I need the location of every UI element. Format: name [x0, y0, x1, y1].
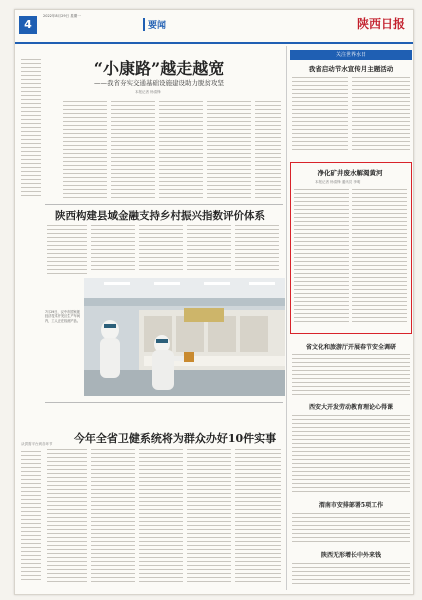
photo-caption: 7月29日，汉中市国家级经济技术开发区生产车间内，工人正在检测产品。 [45, 310, 81, 323]
right-headline-5: 陕西无形增长中外来钱 [320, 552, 381, 559]
top-subheadline: ——我省夯实交通基础设施建设助力脱贫攻坚 [94, 79, 224, 87]
masthead: 陕西日报 [356, 17, 405, 31]
bottom-headline: 今年全省卫健系统将为群众办好10件实事 [73, 432, 277, 445]
right-column-tag: 关注世界水日 [290, 50, 412, 60]
section-tag: 要闻 [143, 18, 166, 31]
divider [45, 402, 283, 403]
page-number: 4 [19, 16, 37, 34]
right-headline-3: 西安大开发劳动教育理论心得课 [308, 404, 393, 411]
newspaper-page [14, 9, 414, 595]
top-headline: “小康路”越走越宽 [93, 59, 225, 78]
page-header [15, 10, 413, 44]
divider [45, 204, 283, 205]
factory-photo-illustration [84, 278, 285, 396]
date-line: 2022年8月29日 星期一 [43, 14, 81, 18]
top-byline: 本报记者 杨清锋 [135, 90, 161, 94]
right-headline-4: 渭南市安排部署5项工作 [318, 502, 384, 509]
mid-headline: 陕西构建县域金融支持乡村振兴指数评价体系 [55, 210, 265, 222]
factory-photo [84, 278, 285, 396]
small-side-heading: 从供需平台到各环节 [21, 442, 53, 446]
column-divider [286, 46, 287, 590]
red-box-byline: 本报记者 杨清锋 通讯员 李明 [315, 180, 361, 184]
right-headline-1: 我省启动节水宣传月主题活动 [308, 65, 394, 73]
red-box-headline: 净化矿井废水解渴黄河 [317, 169, 383, 177]
right-headline-2: 省文化和旅游厅开展春节安全调研 [305, 344, 396, 351]
